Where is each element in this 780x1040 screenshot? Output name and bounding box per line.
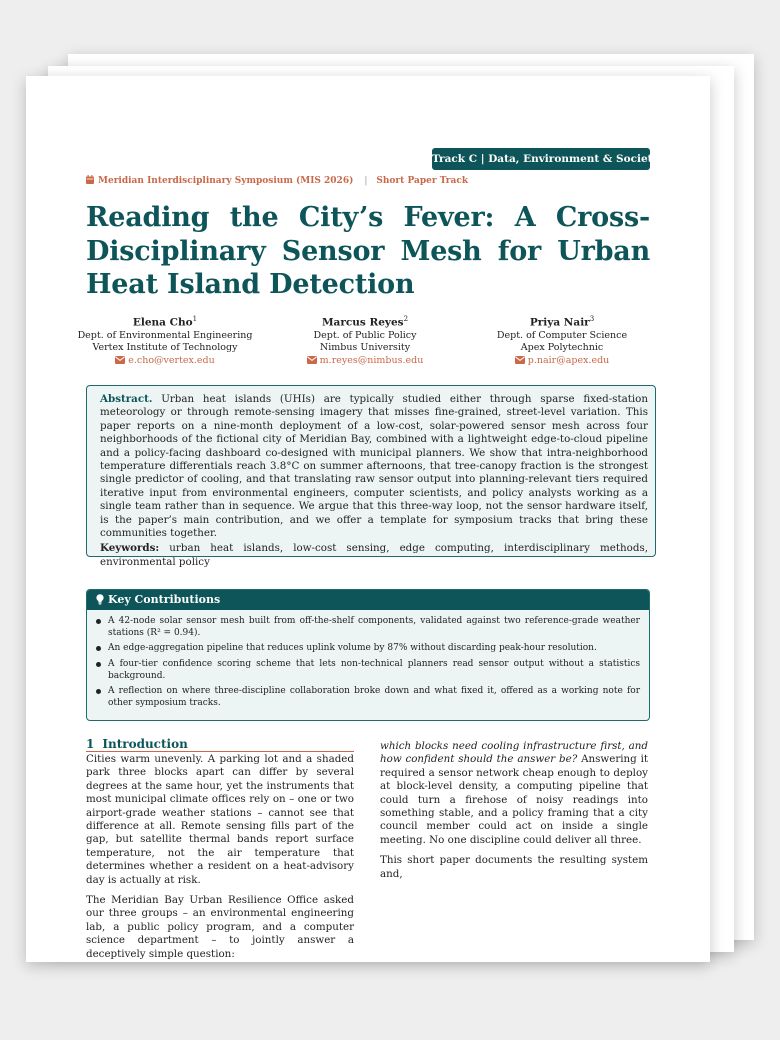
paper-title: Reading the City’s Fever: A Cross-Disciplinary Sensor Mesh for Urban Heat Island Detection — [86, 202, 650, 300]
author-institution: Nimbus University — [319, 342, 411, 353]
author-institution: Apex Polytechnic — [520, 342, 604, 353]
author-2 — [265, 313, 465, 368]
intro-paragraph-2-continued — [380, 740, 648, 847]
venue-name: Meridian Interdisciplinary Symposium (MIS 2026) — [98, 176, 354, 186]
key-contributions-box — [86, 589, 650, 721]
body-column-right — [380, 740, 648, 888]
contribution-item: A reflection on where three-discipline collaboration broke down and what fixed it, offered as a working note for other symposium tracks. — [108, 686, 640, 709]
author-name: Elena Cho$^1$ — [132, 315, 198, 329]
keywords-text: urban heat islands, low-cost sensing, edge computing, interdisciplinary methods, environmental policy — [100, 542, 648, 568]
author-institution: Vertex Institute of Technology — [92, 342, 238, 353]
author-3 — [462, 313, 662, 368]
contribution-item: A four-tier confidence scoring scheme that lets non-technical planners read sensor output without a statistics background. — [108, 658, 640, 681]
author-email[interactable]: p.nair@apex.edu — [462, 355, 662, 369]
abstract-body — [100, 393, 648, 540]
author-name: Priya Nair$^3$ — [529, 315, 595, 329]
track-badge: Track C | Data, Environment & Society — [432, 148, 650, 170]
author-email[interactable]: e.cho@vertex.edu — [65, 355, 265, 369]
body-column-left — [86, 738, 354, 968]
keywords-label: Keywords: — [100, 542, 160, 555]
section-number: 1 — [86, 737, 95, 751]
abstract-box — [86, 385, 656, 568]
author-dept: Dept. of Public Policy — [313, 329, 417, 341]
section-title: Introduction — [102, 737, 188, 751]
research-question: which blocks need cooling infrastructure first, and how confident should the answer be? — [380, 740, 648, 766]
intro-paragraph-1: Cities warm unevenly. A parking lot and a shaded park three blocks apart can differ by several degrees at the same hour, yet the instruments that most municipal climate offices rely on – one or two airport-grade weather stations – cannot see that difference at all. Remote sensing fills part of the gap, but satellite thermal bands report surface temperature, not the air temperature that determines whether a resident on a heat-advisory day is actually at risk. — [86, 753, 354, 886]
intro-paragraph-2-rest: Answering it required a sensor network cheap enough to deploy at block-level density, a computing pipeline that could turn a firehose of noisy readings into something stable, and a policy framing that a city council member could act on inside a single meeting. No one discipline could deliver all three. — [380, 753, 649, 846]
keywords — [100, 542, 648, 569]
author-email[interactable]: m.reyes@nimbus.edu — [265, 355, 465, 369]
venue-line — [86, 175, 650, 189]
envelope-icon — [115, 356, 125, 369]
envelope-icon — [515, 356, 525, 369]
author-dept: Dept. of Environmental Engineering — [77, 329, 253, 341]
calendar-icon — [86, 175, 94, 187]
envelope-icon — [307, 356, 317, 369]
author-name: Marcus Reyes$^2$ — [321, 315, 409, 329]
author-1 — [65, 313, 265, 368]
section-heading-introduction — [86, 738, 354, 752]
contribution-item: An edge-aggregation pipeline that reduces uplink volume by 87% without discarding peak-hour resolution. — [108, 642, 640, 654]
venue-separator: | — [364, 176, 368, 186]
intro-paragraph-3: This short paper documents the resulting system and, — [380, 854, 648, 880]
abstract-label: Abstract. — [100, 393, 153, 405]
key-contributions-header — [87, 590, 649, 610]
author-dept: Dept. of Computer Science — [496, 329, 628, 341]
lightbulb-icon — [96, 592, 104, 612]
venue-track-type: Short Paper Track — [376, 176, 469, 186]
contribution-item: A 42-node solar sensor mesh built from off-the-shelf components, validated against two reference-grade weather stations (R² = 0.94). — [108, 616, 640, 639]
abstract-text: Urban heat islands (UHIs) are typically studied either through sparse fixed-station meteorology or through remote-sensing imagery that misses fine-grained, street-level variation. This paper reports on a nine-month deployment of a low-cost, solar-powered sensor mesh across four neighborhoods of the fictional city of Meridian Bay, combined with a lightweight edge-to-cloud pipeline and a policy-facing dashboard co-designed with municipal planners. We show that intra-neighborhood temperature differentials reach 3.8°C on summer afternoons, that tree-canopy fraction is the strongest single predictor of cooling, and that translating raw sensor output into planning-relevant tiers required iterative input from environmental engineers, computer scientists, and policy analysts working as a single team rather than in sequence. We argue that this three-way loop, not the sensor hardware itself, is the paper’s main contribution, and we offer a template for symposium tracks that bring these communities together. — [100, 393, 648, 540]
contribution-list — [87, 610, 649, 709]
key-contributions-title: Key Contributions — [108, 593, 221, 606]
intro-paragraph-2: The Meridian Bay Urban Resilience Office asked our three groups – an environmental engineering lab, a public policy program, and a computer science department – to jointly answer a deceptively simple question: — [86, 894, 354, 960]
